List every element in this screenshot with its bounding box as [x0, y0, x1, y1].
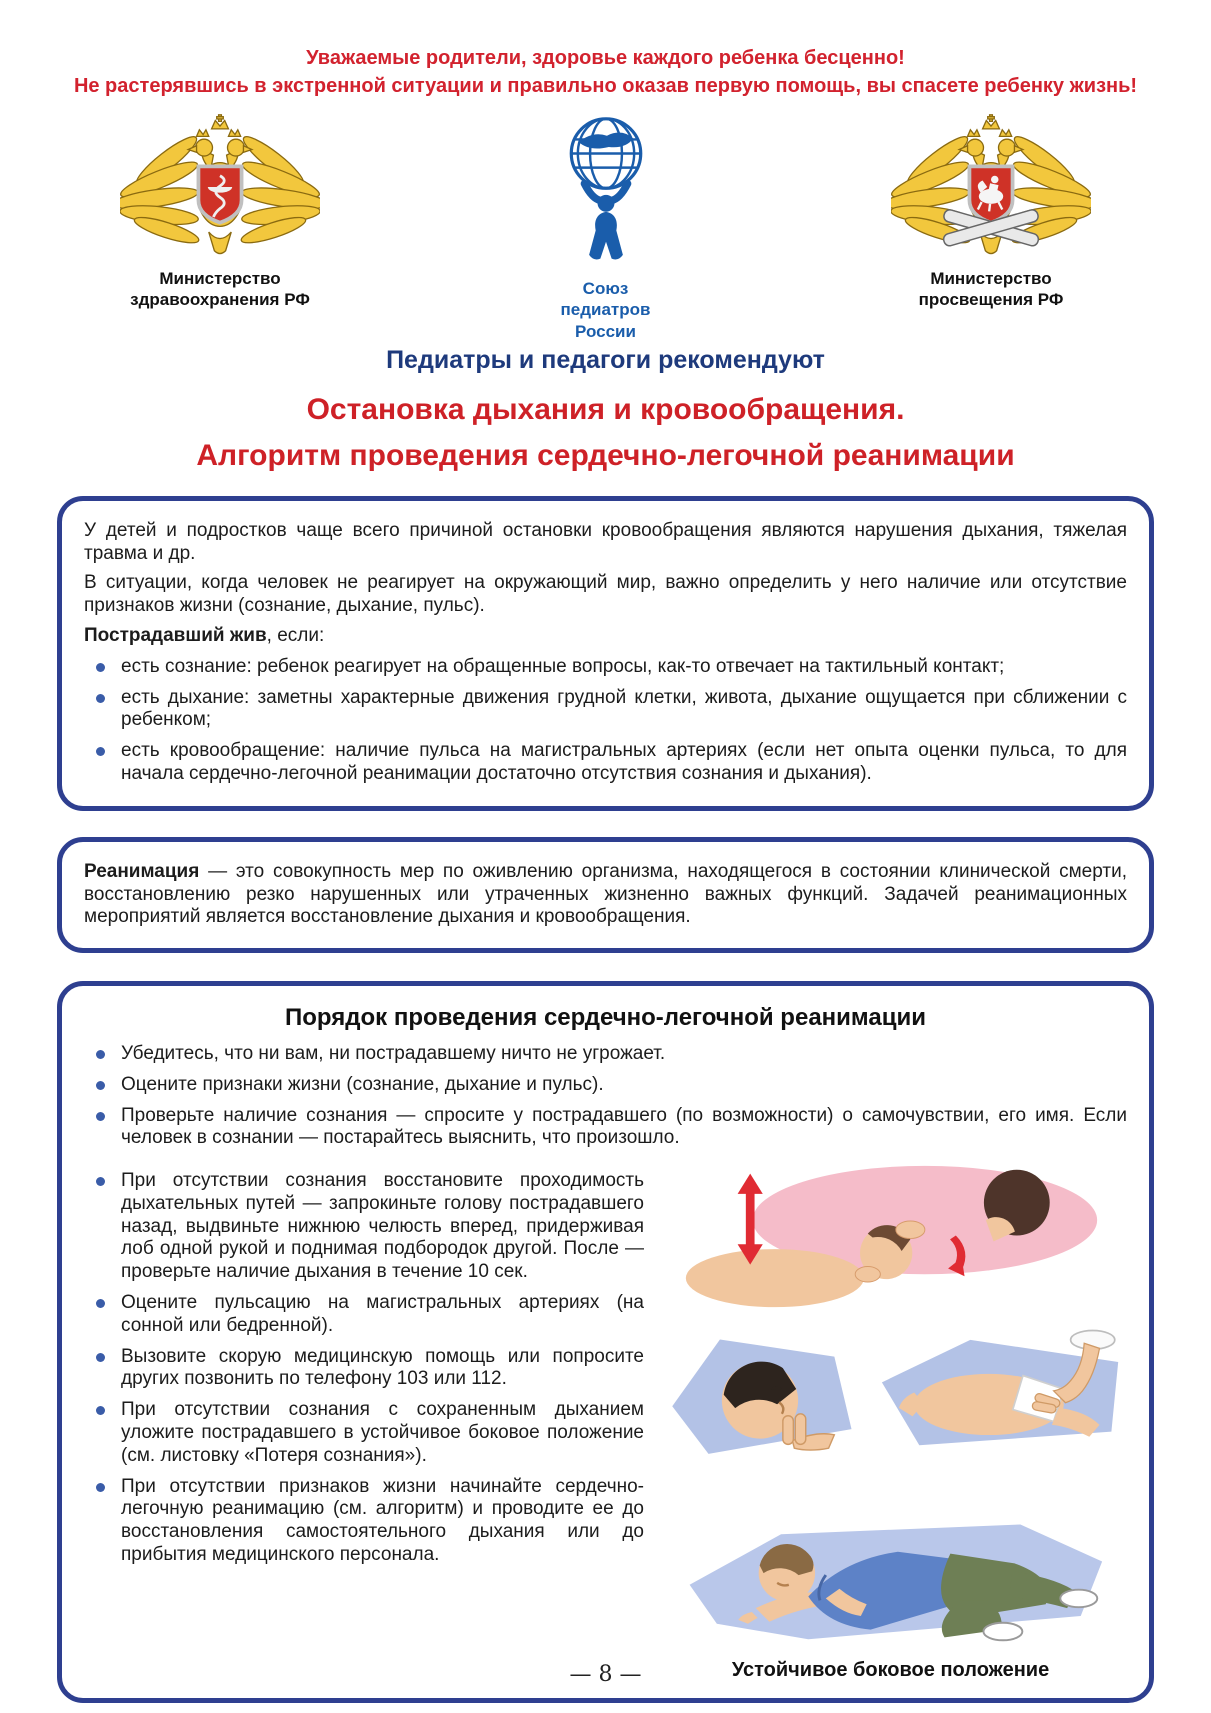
alive-if-lead: Пострадавший жив, если:	[84, 624, 325, 646]
intro-paragraph-2: В ситуации, когда человек не реагирует на окружающий мир, важно определить у него наличие или отсутствие признаков жизни (сознание, дыхание, пульс).	[84, 572, 1127, 617]
recommend-subtitle: Педиатры и педагоги рекомендуют	[386, 345, 825, 374]
list-item: Проверьте наличие сознания — спросите у пострадавшего (по возможности) о самочувствии, его имя. Если человек в сознании — постарайтесь выяснить, что произошло.	[84, 1105, 1127, 1151]
reanimation-definition-box	[57, 837, 1154, 953]
reanimation-definition: Реанимация — это совокупность мер по оживлению организма, находящегося в состоянии клинической смерти, восстановлению резко нарушенных или утраченных жизненно важных функций. Задачей реанимационных мероприятий является восстановление дыхания и кровообращения.	[84, 860, 1127, 928]
list-item: При отсутствии сознания восстановите проходимость дыхательных путей — запрокиньте голову пострадавшего назад, выдвиньте нижнюю челюсть вперед, придерживая лоб одной рукой и поднимая подбородок другой. После — проверьте наличие дыхания в течение 10 сек.	[84, 1170, 644, 1284]
logo-row	[57, 112, 1154, 342]
pediatricians-union-block	[441, 112, 771, 342]
cpr-columns	[84, 1158, 1127, 1682]
pediatricians-union-globe-logo	[545, 112, 667, 272]
header-note-line1: Уважаемые родители, здоровье каждого ребенка бесценно!	[306, 47, 905, 69]
head-tilt-chin-lift-illustration	[676, 1162, 1106, 1312]
list-item: есть сознание: ребенок реагирует на обращенные вопросы, как-то отвечает на тактильный контакт;	[84, 656, 1127, 679]
list-item: Оцените признаки жизни (сознание, дыхание и пульс).	[84, 1074, 1127, 1097]
recovery-position-caption: Устойчивое боковое положение	[731, 1659, 1050, 1682]
page-title-line1: Остановка дыхания и кровообращения.	[306, 392, 905, 426]
list-item: При отсутствии сознания с сохраненным дыханием уложите пострадавшего в устойчивое боковое положение (см. листовку «Потеря сознания»).	[84, 1399, 644, 1467]
list-item: есть кровообращение: наличие пульса на магистральных артериях (если нет опыта оценки пульса, то для начала сердечно-легочной реанимации достаточно отсутствия сознания и дыхания).	[84, 740, 1127, 786]
header-note	[57, 44, 1154, 100]
health-ministry-block	[65, 112, 375, 311]
header-note-line2: Не растерявшись в экстренной ситуации и правильно оказав первую помощь, вы спасете ребенку жизнь!	[73, 75, 1138, 97]
page-title-line2: Алгоритм проведения сердечно-легочной реанимации	[196, 439, 1015, 473]
cpr-procedure-box	[57, 981, 1154, 1703]
page-title	[57, 387, 1154, 480]
health-ministry-eagle-logo	[120, 112, 320, 262]
page-number: — 8 —	[569, 1662, 642, 1687]
cpr-steps-left-column	[84, 1162, 644, 1680]
carotid-pulse-check-illustration	[657, 1318, 862, 1462]
cpr-steps-full-width	[84, 1043, 1127, 1150]
cpr-procedure-heading: Порядок проведения сердечно-легочной реанимации	[285, 1004, 926, 1032]
signs-of-life-list	[84, 656, 1127, 786]
signs-of-life-box	[57, 496, 1154, 811]
cpr-figures-column	[654, 1158, 1127, 1682]
recovery-position-illustration	[657, 1470, 1125, 1650]
infant-femoral-pulse-check-illustration	[870, 1318, 1125, 1462]
list-item: Убедитесь, что ни вам, ни пострадавшему ничто не угрожает.	[84, 1043, 1127, 1066]
intro-paragraph-1: У детей и подростков чаще всего причиной остановки кровообращения являются нарушения дыхания, тяжелая травма и др.	[84, 519, 1127, 564]
education-ministry-label: Министерство просвещения РФ	[918, 269, 1064, 310]
health-ministry-label: Министерство здравоохранения РФ	[130, 269, 310, 310]
list-item: есть дыхание: заметны характерные движения грудной клетки, живота, дыхание ощущается при сближении с ребенком;	[84, 687, 1127, 733]
pulse-check-figures-row	[657, 1318, 1125, 1462]
list-item: Оцените пульсацию на магистральных артериях (на сонной или бедренной).	[84, 1292, 644, 1338]
list-item: Вызовите скорую медицинскую помощь или попросите других позвонить по телефону 103 или 112.	[84, 1346, 644, 1392]
pediatricians-union-label: Союз педиатров России	[560, 279, 651, 341]
education-ministry-block	[836, 112, 1146, 311]
education-ministry-eagle-logo	[891, 112, 1091, 262]
list-item: При отсутствии признаков жизни начинайте сердечно-легочную реанимацию (см. алгоритм) и проводите ее до восстановления самостоятельного дыхания или до прибытия медицинского персонала.	[84, 1476, 644, 1567]
